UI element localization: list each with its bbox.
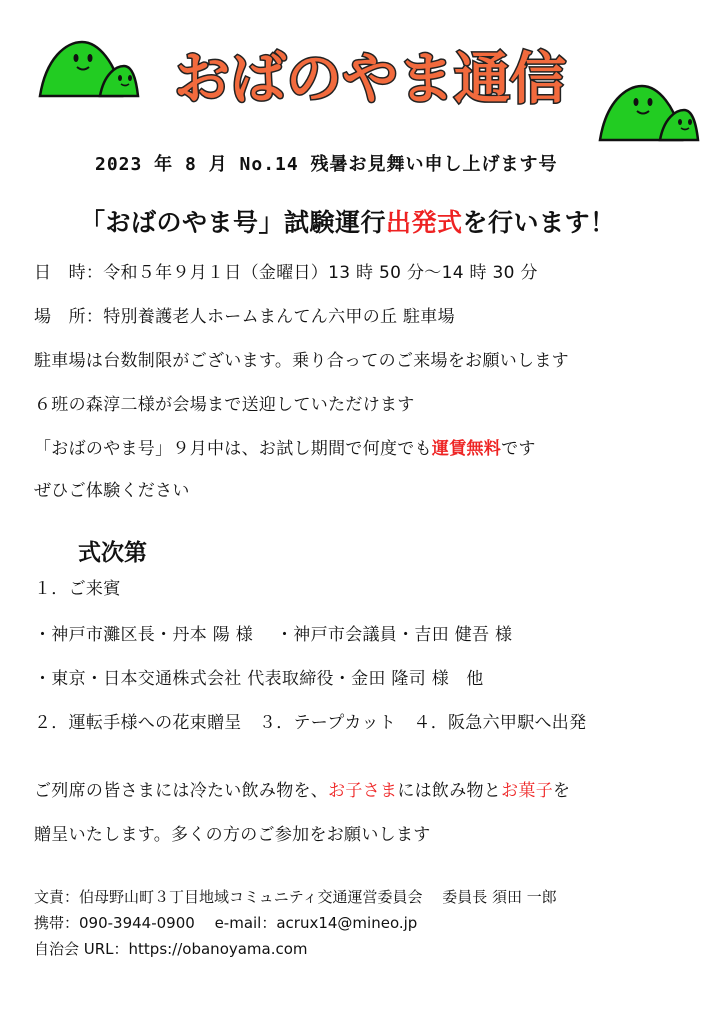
title-text: おばのやま通信 [174,47,566,112]
hill-mascot-icon [36,38,140,100]
free-fare-text: 「おばのやま号」９月中は、お試し期間で何度でも [34,439,432,459]
closing-text: ご列席の皆さまには冷たい飲み物を、 [34,781,329,801]
closing-text: を [553,781,571,801]
free-fare-text-end: です [501,439,536,459]
event-date: 日 時：令和５年９月１日（金曜日）13 時 50 分～14 時 30 分 [34,263,538,283]
footer-url: 自治会 URL：https://obanoyama.com [34,940,308,958]
issue-line: 2023 年 8 月 No.14 残暑お見舞い申し上げます号 [95,154,558,175]
footer-author: 文責：伯母野山町３丁目地域コミュニティ交通運営委員会 委員長 須田 一郎 [34,888,557,906]
invite-note: ぜひご体験ください [34,481,190,501]
newsletter-title [150,38,590,118]
closing-line-2: 贈呈いたします。多くの方のご参加をお願いします [34,825,431,845]
headline-text-end: を行います！ [462,208,616,237]
footer-contact: 携帯：090-3944-0900 e-mail：acrux14@mineo.jp [34,914,418,932]
closing-highlight-sweets: お菓子 [501,781,554,801]
program-heading: 式次第 [78,540,147,566]
guest-list-2: ・東京・日本交通株式会社 代表取締役・金田 隆司 様 他 [34,669,484,689]
program-items-rest: ２．運転手様への花束贈呈 ３．テープカット ４．阪急六甲駅へ出発 [34,713,587,733]
closing-line-1 [34,776,570,801]
guest-list-1: ・神戸市灘区長・丹本 陽 様 ・神戸市会議員・吉田 健吾 様 [34,625,513,645]
free-fare-highlight: 運賃無料 [431,439,502,459]
closing-highlight-children: お子さま [328,781,398,801]
closing-text: には飲み物と [397,781,502,801]
event-headline [80,203,616,239]
hill-mascot-icon [596,82,700,144]
headline-text: 「おばのやま号」試験運行 [80,208,387,237]
parking-note: 駐車場は台数制限がございます。乗り合ってのご来場をお願いします [34,351,569,371]
shuttle-note: ６班の森淳二様が会場まで送迎していただけます [34,395,415,415]
free-fare-note [34,434,536,459]
program-item-guests: １．ご来賓 [34,579,121,599]
event-place: 場 所：特別養護老人ホームまんてん六甲の丘 駐車場 [34,307,455,327]
headline-highlight: 出発式 [386,208,463,237]
